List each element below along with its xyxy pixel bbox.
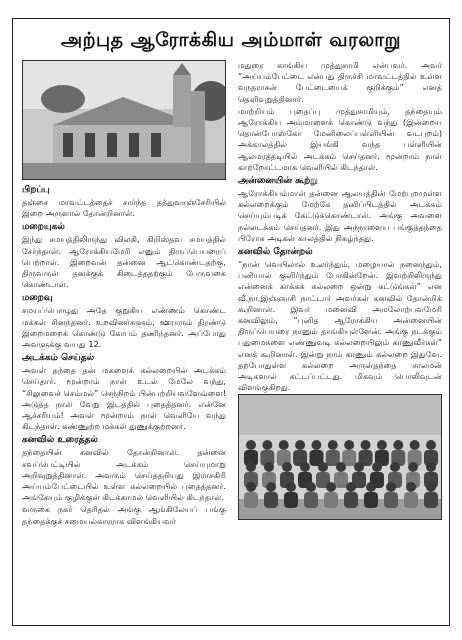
section-heading: கனவில் தோன்றல் — [238, 247, 313, 258]
right-column — [238, 60, 442, 524]
church-photo — [22, 60, 226, 180]
paragraph: மதுரை காங்கிய முத்துசாமி என்பவர். அவர் “அய்யம்பேட்டை என்பது திருச்சி மாவட்டத்தில் உள்ள வநதராசன் பேட்டையைக் குறிக்கும்” எனத் தெளிவுறுத்தினார். — [238, 60, 442, 104]
section-heading: மறையுகல் — [22, 222, 65, 233]
group-photo — [238, 394, 442, 520]
left-column — [22, 60, 226, 528]
section-heading: அன்னையின் கூற்று — [238, 176, 318, 187]
section-heading: அடக்கம் செய்தல் — [22, 353, 95, 364]
section-heading: கனவில் உரைத்தல் — [22, 435, 98, 446]
paragraph: தஞ்சை மாவட்டத்தைச் சார்ந்த தத்துவாஞ்சேரியில் இறை அருளால் தோன்றினாள். — [22, 197, 226, 219]
section-heading: மறைவு — [22, 293, 53, 304]
paragraph: மாற்றியம் புதைப்பு முத்துசாமியும், தந்தையும் ஆரோக்கிய அம்மாளைக் கொண்டு வந்து (இன்றைய தொன்போஸ்கோ மேனிலைப்பள்ளியின் வடபுறம்) அக்காலத்தில் இயங்கி வந்த பள்ளியின் ஆலமரத்தடியில் அடக்கம் செய்தனர். மூன்றாம் நாள் காற்றோட்டமாக வெளியில் கிடந்தாள். — [238, 105, 442, 172]
paragraph: அவள் தந்தை தன் மகளைக் கல்லறையில் அடக்கம் செய்தார். மூன்றாம் நாள் உடல் மேலே வந்து, “சிலுவைச் செம்மல்” செந்நிறம் பின்பற்றியவளேவ்ளை! அடுத்த நாள் வேறு இடத்தில் புதைத்தனர். என்னே ஆச்சரியம்! அவள் மூன்றாம் நாள் வெளியே வந்து கிடந்தாள். கண்ணுற்ற மக்கள் துணுக்குற்றனர். — [22, 365, 226, 432]
page-title: அற்புத ஆரோக்கிய அம்மாள் வரலாறு — [60, 29, 402, 51]
paragraph: தந்தையின் கனவில் தோன்றினாள். தன்னை சவப்பெட்டியில் அடக்கம் செய்யுமாறு அறிவுறுத்தினாள். அவரும் செய்ததறியது இராசகிரி அய்யம்பேட்டையில் உள்ள கல்லறையில் புதைத்தனர். அங்கேயும் குழிக்குள் கிடக்காமல் வெளியில் கிடந்தாள். — [22, 447, 226, 503]
paragraph: “நான் வெயிலால் உலர்ந்தும், மழையால் நனைந்தும், பனியால் குளிர்ந்தும் போகின்றேன். இவற்றிலிருந்து என்னைக் காக்கக் கல்லறை ஒன்று கட்டுங்கள்” என வீ.நா.இஞ்ஞாசி நாட்டார் அவர்கள் கனவில் தோன்றிக் கூறினாள். இவர் மனைவி அமலோற்பவமேரி கனவிலும், “புனித ஆரோக்கிய அன்னையின் திருப்பெயரை நானும் தாங்கியுள்ளேன். அங்கு நடக்கும் புதுமைகளை எண்ணுவடி கல்லறையிலும் காணுவீர்கள்” எனக் கூறினாள். இன்று நாம் காணும் கல்லறை இதுவே. தற்போதுள்ள கல்லறை அருள்தந்தை சாலமன் அடிகளால் கட்டப்பட்டது. மிகவும் பொலிவுடன் விளங்குகிறது. — [238, 259, 442, 393]
section-heading: பிறப்பு — [22, 185, 50, 195]
paragraph: ஆரோக்கியம்மாள் தன்னை ஆலயத்தின் மேற்புறமுள்ள கல்லறைக்கும் மேற்கே தனிப்பிடத்தில் அடக்கம் செய்யும்படிக் கேட்டுக்கொண்டாள். அங்கு அவளை நல்லடக்கம் செய்தனர். இது அந்நாளைய பங்குத்தந்தை பிரோசு அடிகள் காலத்தில் நிகழ்ந்தது. — [238, 188, 442, 243]
paragraph: இந்து சமயத்திலிருந்து விலகி, கிறிஸ்தவ சமயத்தில் சேர்ந்தாள். ஆரோக்கியமேரி எனும் திருப்பெயரைப் பெற்றாள். இறைவன் தன்னை ஆட்கொண்டதற்கு, திருவருள் தனக்குக் கிடைத்ததற்கும் பேருவகை கொண்டாள். — [22, 234, 226, 290]
paragraph: சமயப்பொழுது அதே குறுகிய எண்ணம் கொண்ட மக்கள் சினந்தனர். உறவினர்களும், ஊராரும் திரண்டு இறைமறைக் கொண்டு கோபம் தணிந்தனர். அப்போது அவளுக்கு வயது 12. — [22, 305, 226, 350]
paragraph: வருகை நகர் தெரிதல் அங்கு ஆங்கிலேயப் பங்கு தந்தைக்குச் சமையல்காரராக விளங்கியவர் — [22, 504, 226, 526]
